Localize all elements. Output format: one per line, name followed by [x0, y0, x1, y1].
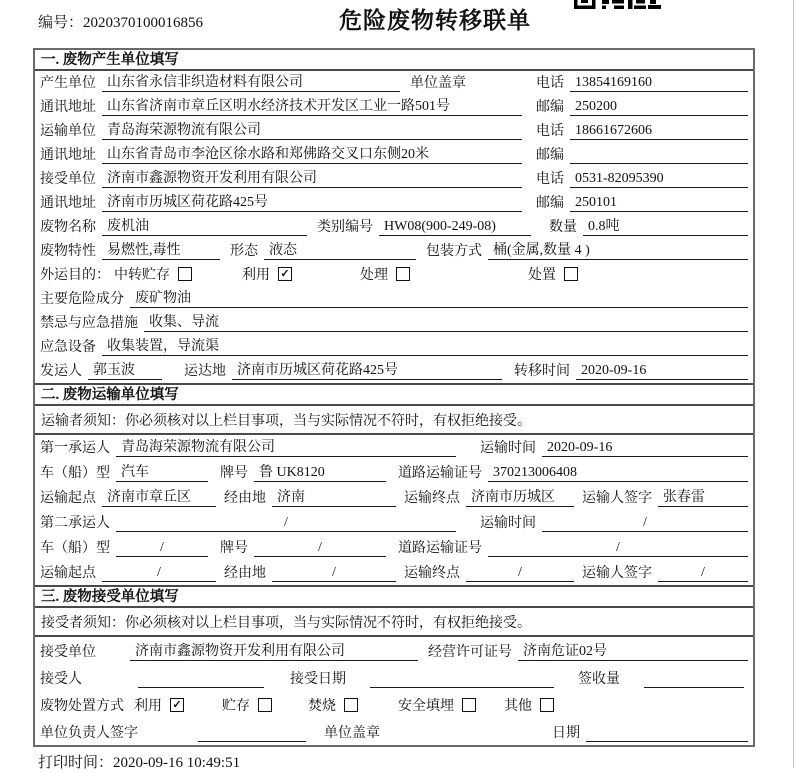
responsible-sign-label: 单位负责人签字 [40, 726, 138, 741]
section2-title: 二. 废物运输单位填写 [35, 385, 753, 406]
transport-time-2-value: / [542, 515, 748, 532]
disposal-option-other [504, 695, 554, 715]
section3-title: 三. 废物接受单位填写 [35, 587, 753, 608]
row-disposal-method [35, 691, 753, 718]
route-via-value: 济南 [272, 486, 396, 507]
checkbox-treat [396, 267, 410, 281]
notice-label: 运输者须知： [41, 413, 125, 429]
route-via-label: 经由地 [224, 566, 266, 581]
row-left [40, 143, 522, 164]
road-license-value: 370213006408 [488, 465, 748, 482]
print-timestamp [38, 751, 240, 772]
checkbox-storage [258, 698, 272, 712]
disposal-option-storage [222, 695, 272, 715]
disposal-method-label: 废物处置方式 [40, 699, 124, 714]
receiver-unit-label: 接受单位 [40, 172, 96, 187]
packing-value: 桶(金属,数量 4 ) [488, 239, 748, 260]
vehicle-type-2-value: / [116, 540, 208, 557]
route-start-label: 运输起点 [40, 566, 96, 581]
notice-label: 接受者须知： [41, 615, 125, 631]
row-vehicle-1 [35, 460, 753, 485]
manifest-form-table [33, 48, 755, 747]
route-start-2-value: / [102, 565, 216, 582]
row-route-1 [35, 485, 753, 510]
receiver-address-value: 济南市历城区荷花路425号 [102, 191, 522, 212]
row-vehicle-2 [35, 535, 753, 560]
print-time-value: 2020-09-16 10:49:51 [113, 755, 241, 771]
row-right [536, 120, 748, 140]
purpose-label: 外运目的： [40, 268, 110, 283]
receive-unit-label: 接受单位 [40, 645, 96, 660]
producer-zip-value: 250200 [570, 99, 748, 116]
dispatcher-value: 郭玉波 [88, 359, 162, 380]
hazard-label: 主要危险成分 [40, 292, 124, 307]
producer-unit-value: 山东省永信非织造材料有限公司 [102, 71, 400, 92]
option-label: 安全填埋 [398, 699, 454, 714]
address-label: 通讯地址 [40, 196, 96, 211]
date-label: 日期 [552, 726, 580, 741]
plate-value: 鲁 UK8120 [254, 461, 386, 482]
address-label: 通讯地址 [40, 100, 96, 115]
checkbox-utilize-checked: ✓ [170, 698, 184, 712]
plate-label: 牌号 [220, 466, 248, 481]
transport-time-label: 运输时间 [480, 441, 536, 456]
taboo-value: 收集、导流 [144, 311, 748, 332]
waste-traits-value: 易燃性,毒性 [102, 239, 220, 260]
accept-date-value [370, 687, 554, 688]
row-dispatch [35, 359, 753, 383]
purpose-option-treat [360, 264, 410, 284]
receive-unit-value: 济南市鑫源物资开发利用有限公司 [130, 640, 418, 661]
option-label: 中转贮存 [114, 268, 170, 283]
vehicle-type-label: 车（船）型 [40, 466, 110, 481]
transport-unit-label: 运输单位 [40, 124, 96, 139]
responsible-sign-value [198, 741, 306, 742]
waste-qty-label: 数量 [549, 220, 577, 235]
row-second-carrier [35, 510, 753, 535]
hazard-value: 废矿物油 [130, 287, 748, 308]
row-waste-traits [35, 239, 753, 263]
transport-time-label: 运输时间 [480, 516, 536, 531]
purpose-option-storage [114, 264, 192, 284]
equipment-value: 收集装置，导流渠 [102, 335, 748, 356]
row-right [536, 72, 748, 92]
waste-qty-value: 0.8吨 [583, 215, 748, 236]
option-label: 处理 [360, 268, 388, 283]
row-receiver-unit [35, 167, 753, 191]
row-waste-name [35, 215, 753, 239]
first-carrier-value: 青岛海荣源物流有限公司 [116, 436, 456, 457]
row-left [40, 119, 522, 140]
zip-label: 邮编 [536, 148, 564, 163]
route-via-label: 经由地 [224, 491, 266, 506]
plate-2-value: / [254, 540, 386, 557]
transport-time-value: 2020-09-16 [542, 440, 748, 457]
disposal-option-landfill [398, 695, 476, 715]
checkbox-storage [178, 267, 192, 281]
road-license-label: 道路运输证号 [398, 541, 482, 556]
accept-date-label: 接受日期 [290, 672, 346, 687]
packing-label: 包装方式 [426, 244, 482, 259]
serial-label: 编号： [38, 15, 84, 31]
route-start-label: 运输起点 [40, 491, 96, 506]
checkbox-landfill [462, 698, 476, 712]
vehicle-type-label: 车（船）型 [40, 541, 110, 556]
checkbox-other [540, 698, 554, 712]
row-receiver-address [35, 191, 753, 215]
receiver-unit-value: 济南市鑫源物资开发利用有限公司 [102, 167, 522, 188]
row-hazard-components [35, 287, 753, 311]
phone-label: 电话 [536, 76, 564, 91]
unit-stamp-label: 单位盖章 [410, 76, 466, 91]
route-end-label: 运输终点 [404, 566, 460, 581]
row-left [40, 71, 522, 92]
waste-traits-label: 废物特性 [40, 244, 96, 259]
waste-code-value: HW08(900-249-08) [379, 219, 531, 236]
notice-text: 你必须核对以上栏目事项，当与实际情况不符时，有权拒绝接受。 [125, 615, 531, 631]
row-receive-unit [35, 637, 753, 664]
equipment-label: 应急设备 [40, 340, 96, 355]
transport-zip-value [570, 163, 748, 164]
route-start-value: 济南市章丘区 [102, 486, 216, 507]
checkbox-dispose [564, 267, 578, 281]
row-taboo-measures [35, 311, 753, 335]
option-label: 利用 [242, 268, 270, 283]
transfer-time-value: 2020-09-16 [576, 363, 748, 380]
carrier-sign-2-value: / [658, 565, 748, 582]
row-route-2 [35, 560, 753, 585]
route-end-label: 运输终点 [404, 491, 460, 506]
row-producer-unit [35, 71, 753, 95]
route-end-value: 济南市历城区 [466, 486, 574, 507]
phone-label: 电话 [536, 172, 564, 187]
disposal-option-incinerate [308, 695, 358, 715]
route-via-2-value: / [272, 565, 396, 582]
signoff-date-value [586, 741, 748, 742]
row-transport-address [35, 143, 753, 167]
option-label: 处置 [528, 268, 556, 283]
waste-code-label: 类别编号 [317, 220, 373, 235]
road-license-label: 道路运输证号 [398, 466, 482, 481]
disposal-option-utilize [134, 695, 184, 715]
accept-person-label: 接受人 [40, 672, 82, 687]
transporter-notice [35, 406, 753, 435]
receipt-qty-label: 签收量 [578, 672, 620, 687]
checkbox-incinerate [344, 698, 358, 712]
option-label: 利用 [134, 699, 162, 714]
producer-phone-value: 13854169160 [570, 75, 748, 92]
road-license-2-value: / [488, 540, 748, 557]
row-left [40, 167, 522, 188]
section-producer [35, 50, 753, 383]
row-right [536, 192, 748, 212]
page-title: 危险废物转移联单 [339, 8, 531, 33]
transport-address-value: 山东省青岛市李沧区徐水路和郑佛路交叉口东侧20米 [102, 143, 522, 164]
producer-unit-label: 产生单位 [40, 76, 96, 91]
checkbox-utilize-checked: ✓ [278, 267, 292, 281]
option-label: 焚烧 [308, 699, 336, 714]
transfer-time-label: 转移时间 [514, 364, 570, 379]
option-label: 贮存 [222, 699, 250, 714]
row-transfer-purpose [35, 263, 753, 287]
accept-person-value [138, 687, 264, 688]
row-first-carrier [35, 435, 753, 460]
carrier-sign-value: 张春雷 [658, 486, 748, 507]
qr-code-fragment [574, 0, 664, 9]
waste-form-value: 液态 [264, 239, 416, 260]
producer-address-value: 山东省济南市章丘区明水经济技术开发区工业一路501号 [102, 95, 522, 116]
plate-label: 牌号 [220, 541, 248, 556]
waste-name-value: 废机油 [102, 215, 307, 236]
carrier-sign-label: 运输人签字 [582, 566, 652, 581]
transport-unit-value: 青岛海荣源物流有限公司 [102, 119, 522, 140]
row-left [40, 95, 522, 116]
scan-edge-line [793, 0, 794, 768]
receipt-qty-value [644, 687, 744, 688]
row-emergency-equipment [35, 335, 753, 359]
section-transporter [35, 383, 753, 585]
carrier-sign-label: 运输人签字 [582, 491, 652, 506]
serial-number [38, 11, 203, 32]
first-carrier-label: 第一承运人 [40, 441, 110, 456]
dispatcher-label: 发运人 [40, 364, 82, 379]
serial-value: 2020370100016856 [83, 15, 204, 31]
permit-value: 济南危证02号 [518, 640, 748, 661]
row-right [536, 144, 748, 164]
notice-text: 你必须核对以上栏目事项，当与实际情况不符时，有权拒绝接受。 [125, 413, 531, 429]
purpose-option-utilize [242, 264, 292, 284]
row-left [40, 191, 522, 212]
transport-phone-value: 18661672606 [570, 123, 748, 140]
address-label: 通讯地址 [40, 148, 96, 163]
route-end-2-value: / [466, 565, 574, 582]
row-accept [35, 664, 753, 691]
vehicle-type-value: 汽车 [116, 461, 208, 482]
second-carrier-label: 第二承运人 [40, 516, 110, 531]
zip-label: 邮编 [536, 196, 564, 211]
print-label: 打印时间： [38, 755, 114, 771]
row-producer-address [35, 95, 753, 119]
phone-label: 电话 [536, 124, 564, 139]
purpose-option-dispose [528, 264, 578, 284]
receiver-zip-value: 250101 [570, 195, 748, 212]
section-receiver [35, 585, 753, 745]
waste-name-label: 废物名称 [40, 220, 96, 235]
option-label: 其他 [504, 699, 532, 714]
unit-stamp-label: 单位盖章 [324, 726, 380, 741]
row-signoff [35, 718, 753, 745]
row-transport-unit [35, 119, 753, 143]
zip-label: 邮编 [536, 100, 564, 115]
receiver-phone-value: 0531-82095390 [570, 171, 748, 188]
second-carrier-value: / [116, 515, 456, 532]
receiver-notice [35, 608, 753, 637]
taboo-label: 禁忌与应急措施 [40, 316, 138, 331]
destination-value: 济南市历城区荷花路425号 [232, 359, 502, 380]
row-right [536, 168, 748, 188]
destination-label: 运达地 [184, 364, 226, 379]
row-right [536, 96, 748, 116]
permit-label: 经营许可证号 [428, 645, 512, 660]
waste-form-label: 形态 [230, 244, 258, 259]
section1-title: 一. 废物产生单位填写 [35, 50, 753, 71]
